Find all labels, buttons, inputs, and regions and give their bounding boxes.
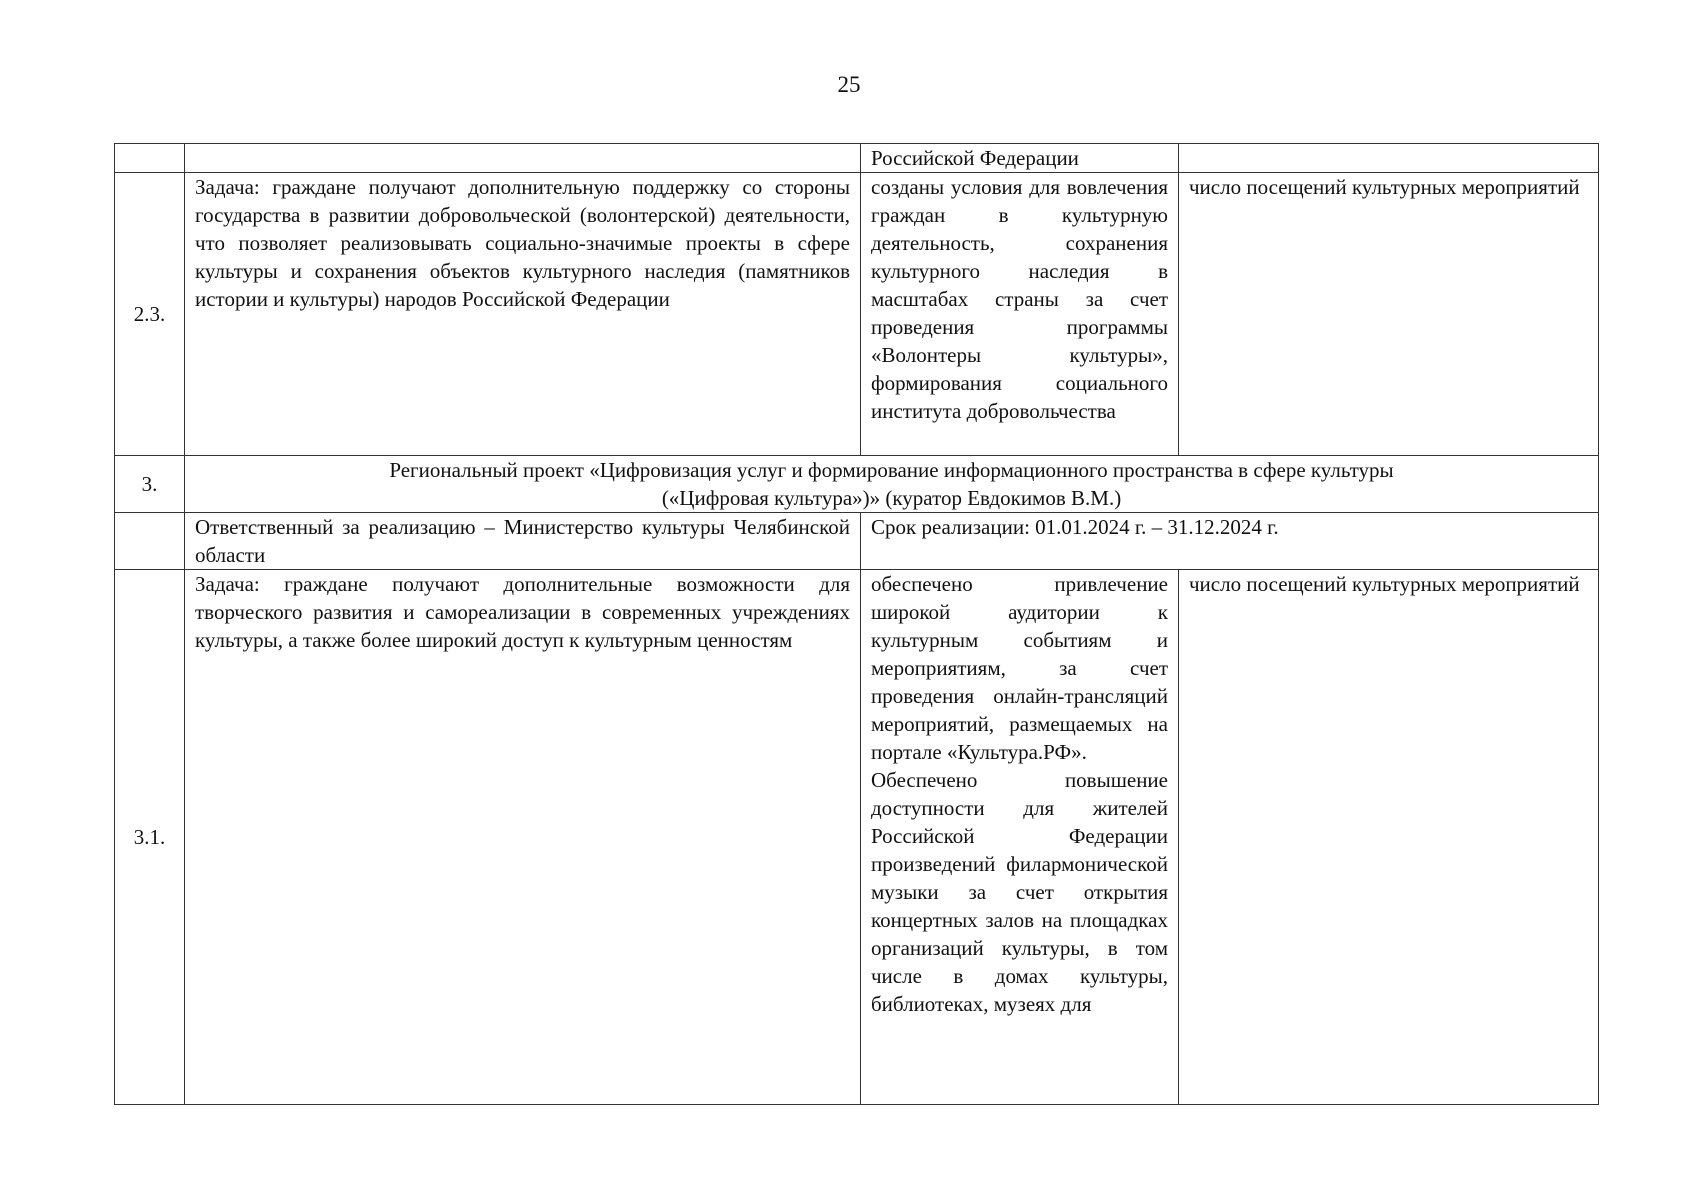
indicator-cell: число посещений культурных мероприятий xyxy=(1179,173,1599,456)
regional-project-title xyxy=(185,456,1599,513)
result-cell xyxy=(861,570,1179,1105)
task-cell: Задача: граждане получают дополнительные возможности для творческого развития и самореализации в современных учреждениях культуры, а также более широкий доступ к культурным ценностям xyxy=(185,570,861,1105)
table-row xyxy=(115,173,1599,456)
project-title-line: («Цифровая культура»)» (куратор Евдокимов В.М.) xyxy=(661,486,1122,510)
table-row xyxy=(115,513,1599,570)
result-paragraph: обеспечено привлечение широкой аудитории к культурным событиям и мероприятиям, за счет проведения онлайн-трансляций мероприятий, размещаемых на портале «Культура.РФ». xyxy=(871,572,1168,764)
page-number: 25 xyxy=(837,72,861,97)
task-cell: Задача: граждане получают дополнительную поддержку со стороны государства в развитии добровольческой (волонтерской) деятельности, что позволяет реализовывать социально-значимые проекты в сфере культуры и сохранения объектов культурного наследия (памятников истории и культуры) народов Российской Федерации xyxy=(185,173,861,456)
term-cell: Срок реализации: 01.01.2024 г. – 31.12.2024 г. xyxy=(861,513,1599,570)
project-title-line: Региональный проект «Цифровизация услуг и формирование информационного пространства в сфере культуры xyxy=(389,458,1394,482)
row-number xyxy=(115,513,185,570)
result-cell: созданы условия для вовлечения граждан в культурную деятельность, сохранения культурного наследия в масштабах страны за счет проведения программы «Волонтеры культуры», формирования социального института добровольчества xyxy=(861,173,1179,456)
table-row xyxy=(115,456,1599,513)
row-number: 3.1. xyxy=(115,570,185,1105)
table-row xyxy=(115,570,1599,1105)
row-number xyxy=(115,144,185,173)
table-row xyxy=(115,144,1599,173)
row-number: 3. xyxy=(115,456,185,513)
task-cell xyxy=(185,144,861,173)
indicator-cell: число посещений культурных мероприятий xyxy=(1179,570,1599,1105)
program-table xyxy=(114,143,1599,1105)
responsible-cell: Ответственный за реализацию – Министерство культуры Челябинской области xyxy=(185,513,861,570)
row-number: 2.3. xyxy=(115,173,185,456)
result-paragraph: Обеспечено повышение доступности для жителей Российской Федерации произведений филармонической музыки за счет открытия концертных залов на площадках организаций культуры, в том числе в домах культуры, библиотеках, музеях для xyxy=(871,768,1168,1016)
result-cell: Российской Федерации xyxy=(861,144,1179,173)
indicator-cell xyxy=(1179,144,1599,173)
